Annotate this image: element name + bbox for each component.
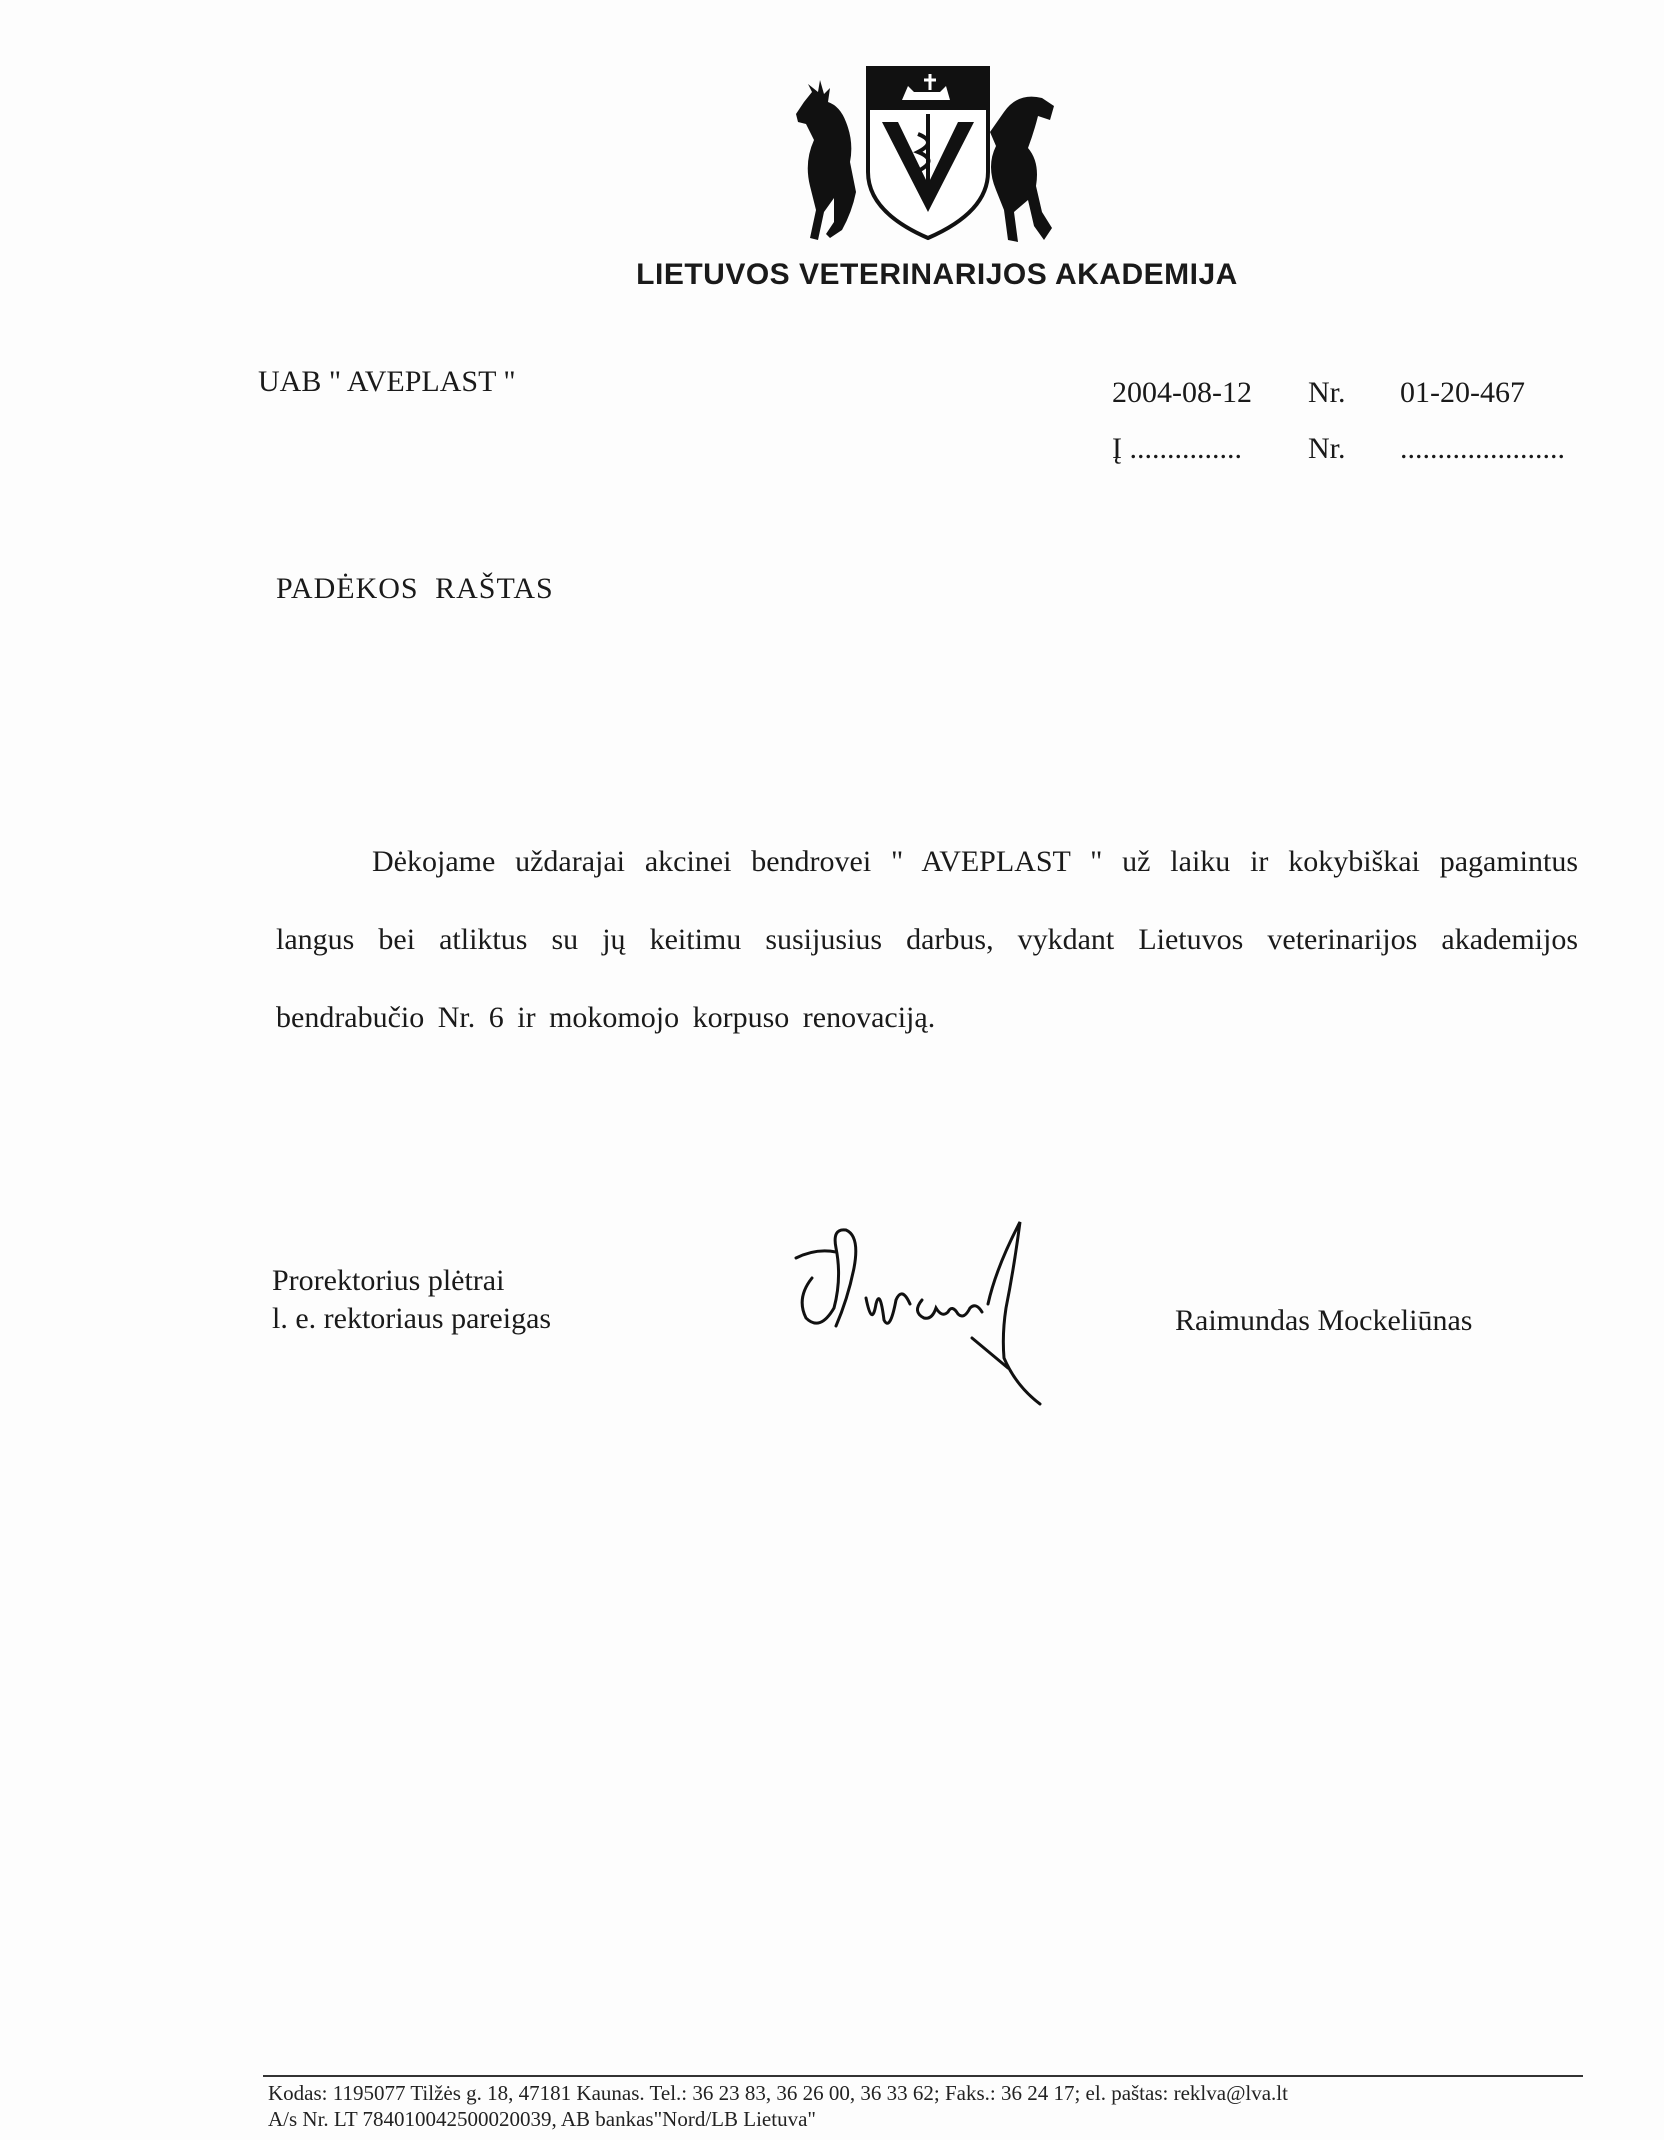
reference-block [1112, 365, 1565, 477]
outgoing-reference-row [1112, 365, 1565, 421]
letter-date: 2004-08-12 [1112, 376, 1252, 409]
organization-name: LIETUVOS VETERINARIJOS AKADEMIJA [636, 258, 1238, 291]
signatory-title [272, 1262, 551, 1338]
incoming-reference-row [1112, 421, 1565, 477]
signatory-name: Raimundas Mockeliūnas [1175, 1304, 1473, 1337]
letter-body: Dėkojame uždarajai akcinei bendrovei " AVEPLAST " už laiku ir kokybiškai pagamintus langus bei atliktus su jų keitimu susijusius darbus, vykdant Lietuvos veterinarijos akademijos bendrabučio Nr. 6 ir mokomojo korpuso renovaciją. [276, 845, 1578, 1034]
signatory-title-line2: l. e. rektoriaus pareigas [272, 1302, 552, 1335]
academy-crest-logo [790, 62, 1060, 254]
incoming-number-value: ...................... [1400, 432, 1565, 465]
signatory-title-line1: Prorektorius plėtrai [272, 1264, 505, 1297]
document-subject: PADĖKOS RAŠTAS [276, 572, 554, 605]
footer-divider [263, 2075, 1583, 2077]
handwritten-signature [776, 1208, 1066, 1408]
incoming-number-label: Nr. [1308, 432, 1346, 465]
number-label: Nr. [1308, 376, 1346, 409]
letter-number: 01-20-467 [1400, 376, 1525, 409]
incoming-to-label: Į ............... [1112, 432, 1242, 465]
recipient: UAB " AVEPLAST " [258, 365, 516, 398]
footer-contact-info [268, 2080, 1288, 2132]
footer-line1: Kodas: 1195077 Tilžės g. 18, 47181 Kaunas. Tel.: 36 23 83, 36 26 00, 36 33 62; Faks.: 36 24 17; el. paštas: reklva@lva.lt [268, 2081, 1288, 2105]
footer-line2: A/s Nr. LT 784010042500020039, AB bankas"Nord/LB Lietuva" [268, 2107, 816, 2131]
